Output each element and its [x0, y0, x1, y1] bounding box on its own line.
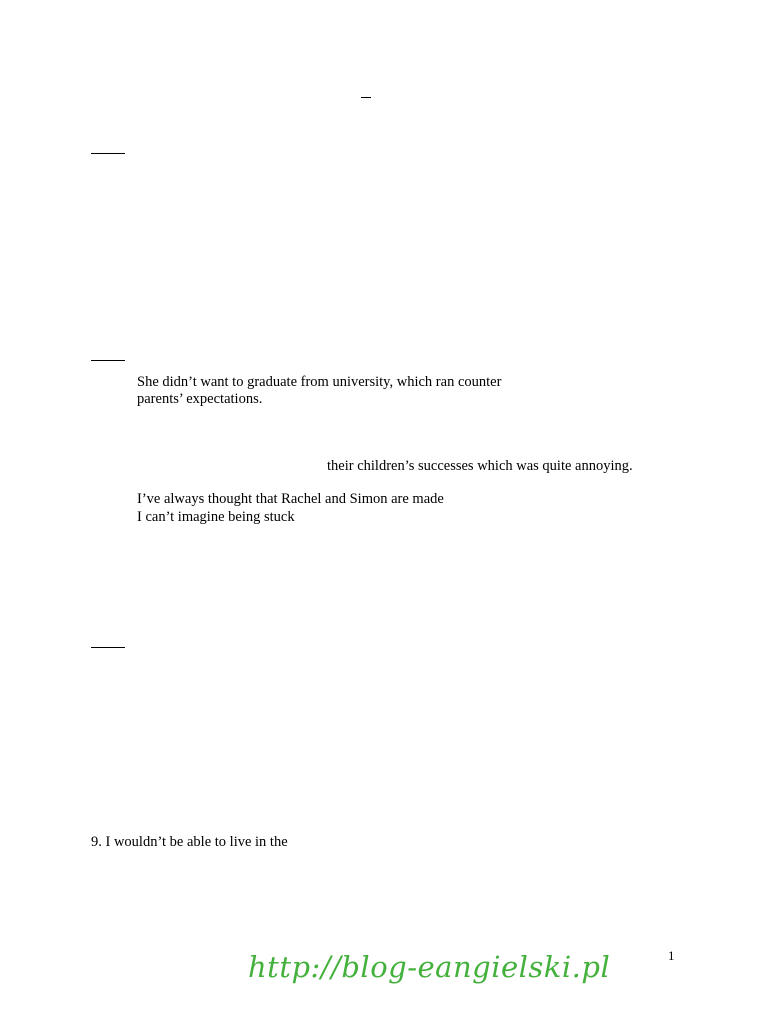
section-rule	[91, 360, 125, 361]
footer-link[interactable]: http://blog-eangielski.pl	[248, 950, 611, 984]
section-rule	[91, 647, 125, 648]
text-line: parents’ expectations.	[137, 391, 263, 407]
section-rule	[91, 153, 125, 154]
text-line: I’ve always thought that Rachel and Simon are made	[137, 491, 444, 507]
page-number: 1	[668, 948, 675, 963]
numbered-item: 9. I wouldn’t be able to live in the	[91, 834, 288, 850]
text-line: She didn’t want to graduate from university, which ran counter	[137, 374, 502, 390]
text-line: I can’t imagine being stuck	[137, 509, 295, 525]
dash-mark	[361, 97, 371, 98]
text-line: their children’s successes which was quite annoying.	[327, 458, 633, 474]
